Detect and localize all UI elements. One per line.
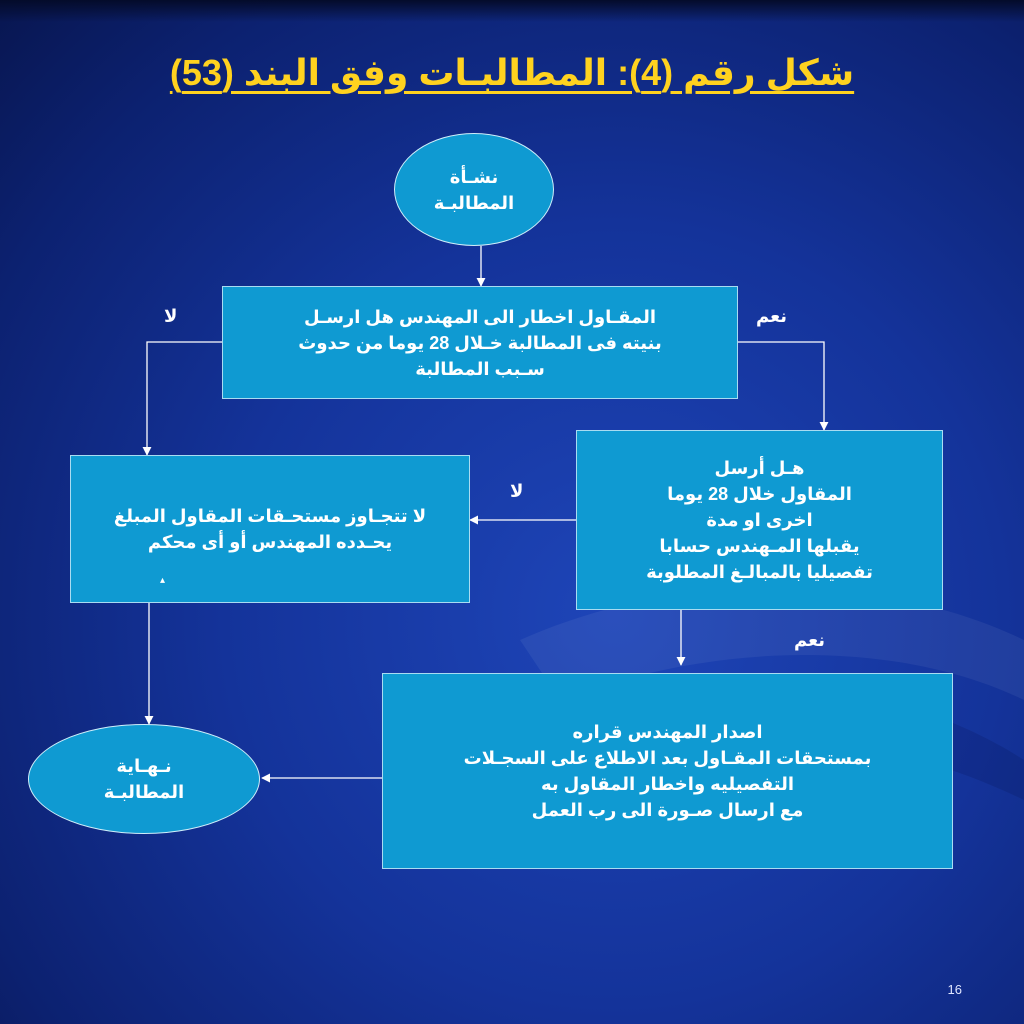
end-node (28, 724, 260, 834)
limit-line: يحـدده المهندس أو أى محكم (147, 532, 393, 552)
limit-box (70, 455, 470, 603)
notice-line: المقـاول اخطار الى المهندس هل ارسـل (303, 306, 657, 327)
notice-line: بنيته فى المطالبة خـلال 28 يوما من حدوث (298, 332, 662, 353)
arrow-notice-no (147, 342, 222, 455)
account-box (576, 430, 943, 610)
slide-title: شكل رقم (4): المطالبـات وفق البند (53) (169, 52, 855, 93)
label-no-middle: لا (510, 481, 524, 501)
start-node-line: المطالبـة (433, 192, 515, 213)
decision-line: اصدار المهندس قراره (572, 722, 763, 742)
label-yes-right: نعم (756, 306, 788, 326)
decision-line: مع ارسال صـورة الى رب العمل (531, 800, 804, 820)
page-number: 16 (947, 982, 962, 997)
account-line: تفصيليا بالمبالـغ المطلوبة (646, 562, 873, 582)
decision-box (382, 673, 953, 869)
limit-line: لا تتجـاوز مستحـقات المقاول المبلغ (113, 506, 427, 526)
start-node (394, 133, 554, 246)
account-line: اخرى او مدة (706, 510, 813, 530)
label-yes-bottom: نعم (794, 630, 826, 650)
arrow-notice-yes (738, 342, 824, 430)
end-node-line: المطالبـة (103, 782, 185, 802)
decision-line: بمستحقات المقـاول بعد الاطلاع على السجـلات (463, 748, 872, 768)
notice-box (222, 286, 738, 399)
label-no-left: لا (164, 306, 178, 326)
end-node-line: نـهـاية (116, 756, 172, 776)
account-line: يقبلها المـهندس حسابا (659, 536, 860, 556)
account-line: هـل أرسل (714, 458, 805, 478)
small-dot-mark: ▴ (160, 575, 166, 586)
decision-line: التفصيليه واخطار المقاول به (540, 774, 795, 794)
notice-line: سـبب المطالبة (415, 358, 545, 379)
account-line: المقاول خلال 28 يوما (667, 484, 852, 504)
start-node-line: نشـأة (449, 166, 499, 187)
